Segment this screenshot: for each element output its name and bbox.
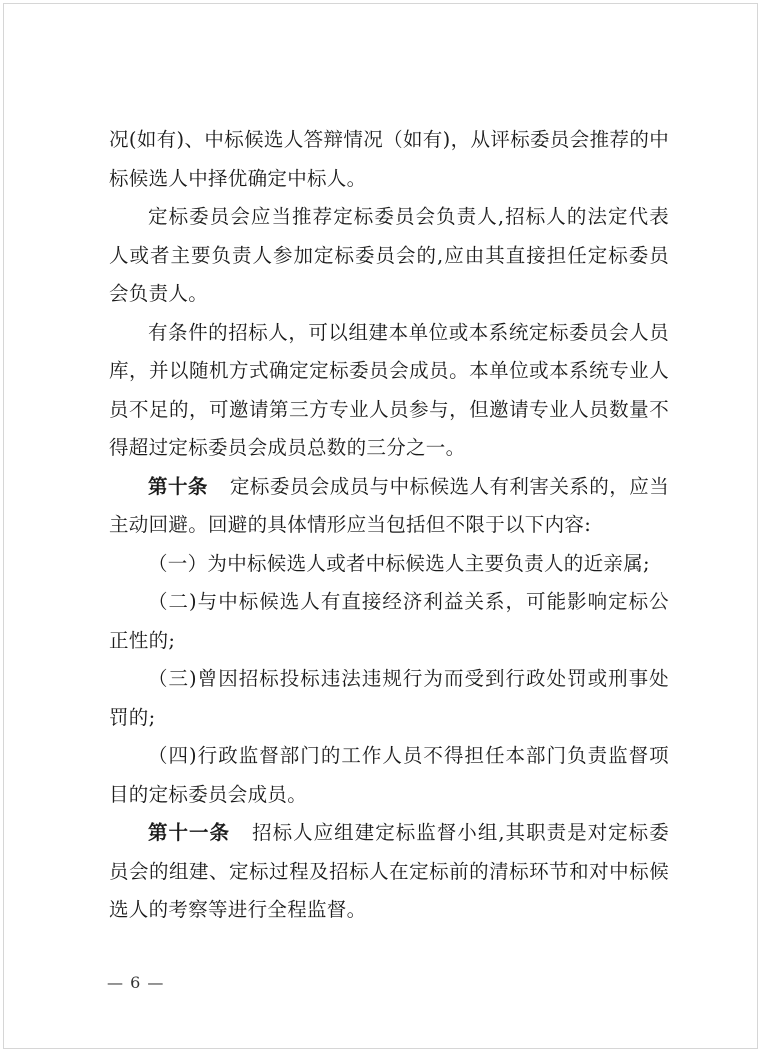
page-number: — 6 —: [107, 973, 165, 992]
document-body: [109, 121, 669, 930]
paragraph-continuation: 况(如有)、中标候选人答辩情况（如有)，从评标委员会推荐的中标候选人中择优确定中标人。: [109, 128, 669, 190]
document-page: [3, 3, 758, 1049]
article-10-text: 定标委员会成员与中标候选人有利害关系的，应当主动回避。回避的具体情形应当包括但不限于以下内容:: [109, 474, 669, 536]
article-10-item-1: （一）为中标候选人或者中标候选人主要负责人的近亲属;: [148, 551, 650, 575]
article-11: [109, 814, 669, 930]
article-10-title: 第十条: [148, 474, 208, 498]
article-10: [109, 468, 669, 545]
article-10-item-4: （四)行政监督部门的工作人员不得担任本部门负责监督项目的定标委员会成员。: [109, 744, 669, 806]
article-10-item-2: （二)与中标候选人有直接经济利益关系，可能影响定标公正性的;: [109, 590, 669, 652]
article-11-text: 招标人应组建定标监督小组,其职责是对定标委员会的组建、定标过程及招标人在定标前的清标环节和对中标候选人的考察等进行全程监督。: [109, 821, 670, 921]
article-10-item-3: （三)曾因招标投标违法违规行为而受到行政处罚或刑事处罚的;: [109, 667, 669, 729]
paragraph-committee-head: 定标委员会应当推荐定标委员会负责人,招标人的法定代表人或者主要负责人参加定标委员会的,应由其直接担任定标委员会负责人。: [109, 205, 669, 305]
paragraph-member-pool: 有条件的招标人，可以组建本单位或本系统定标委员会人员库，并以随机方式确定定标委员会成员。本单位或本系统专业人员不足的，可邀请第三方专业人员参与，但邀请专业人员数量不得超过定标委员会成员总数的三分之一。: [109, 320, 669, 459]
article-11-title: 第十一条: [148, 821, 231, 844]
